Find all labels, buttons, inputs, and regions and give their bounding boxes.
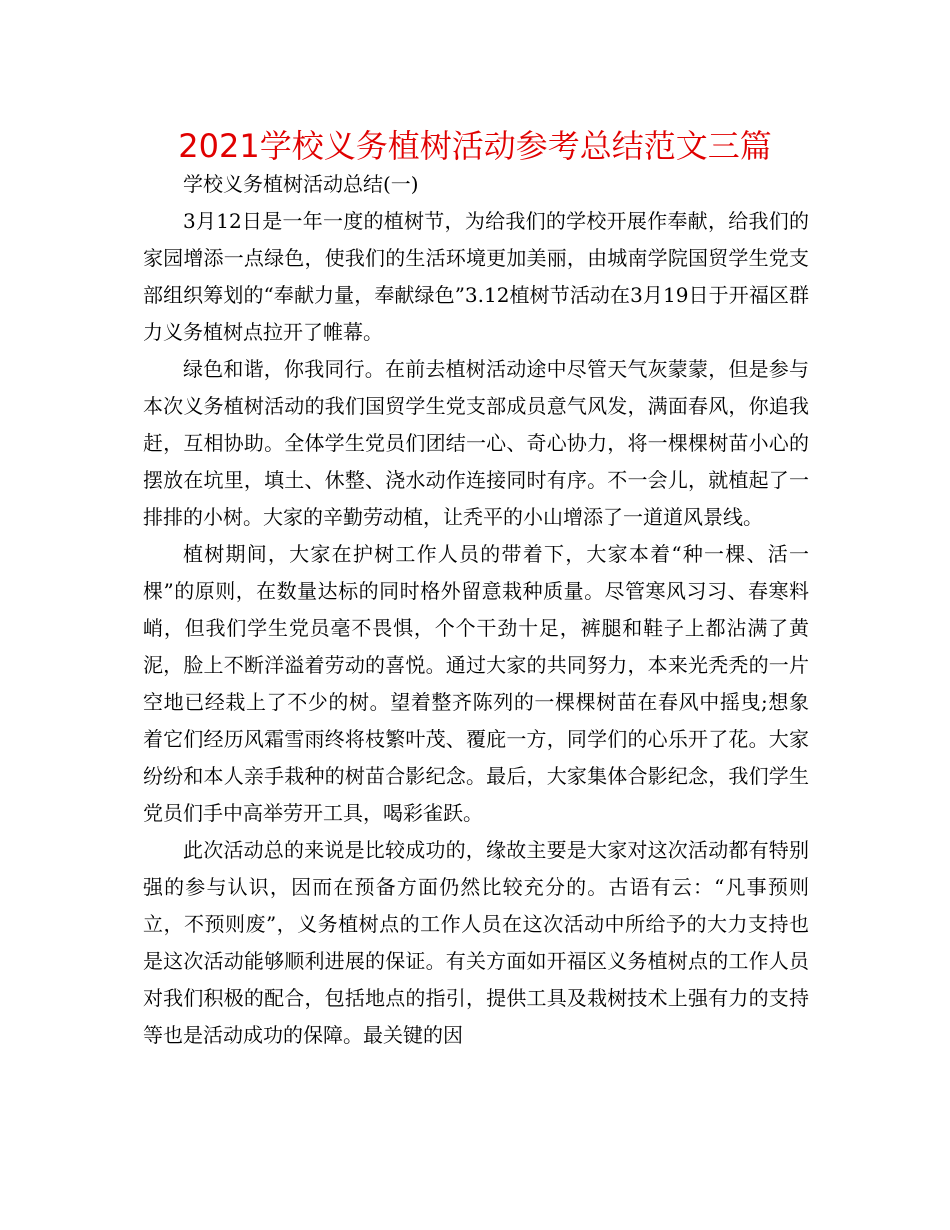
- document-body: [143, 166, 809, 1054]
- paragraph: 此次活动总的来说是比较成功的，缘故主要是大家对这次活动都有特别强的参与认识，因而在预备方面仍然比较充分的。古语有云：“凡事预则立，不预则废”，义务植树点的工作人员在这次活动中所给予的大力支持也是这次活动能够顺利进展的保证。有关方面如开福区义务植树点的工作人员对我们积极的配合，包括地点的指引，提供工具及栽树技术上强有力的支持 等也是活动成功的保障。最关键的因: [143, 838, 809, 1047]
- section-heading: 学校义务植树活动总结(一): [183, 172, 419, 196]
- document-title: 2021学校义务植树活动参考总结范文三篇: [178, 127, 772, 165]
- paragraph: 3月12日是一年一度的植树节，为给我们的学校开展作奉献，给我们的家园增添一点绿色，使我们的生活环境更加美丽，由城南学院国贸学生党支部组织筹划的“奉献力量，奉献绿色”3.12植树节活动在3月19日于开福区群力义务植树点拉开了帷幕。: [143, 209, 809, 344]
- paragraph: 植树期间，大家在护树工作人员的带着下，大家本着“种一棵、活一棵”的原则，在数量达标的同时格外留意栽种质量。尽管寒风习习、春寒料峭，但我们学生党员毫不畏惧，个个干劲十足，裤腿和鞋子上都沾满了黄泥，脸上不断洋溢着劳动的喜悦。通过大家的共同努力，本来光秃秃的一片空地已经栽上了不少的树。望着整齐陈列的一棵棵树苗在春风中摇曳;想象着它们经历风霜雪雨终将枝繁叶茂、覆庇一方，同学们的心乐开了花。大家纷纷和本人亲手栽种的树苗合影纪念。最后，大家集体合影纪念，我们学生党员们手中高举劳开工具，喝彩雀跃。: [143, 542, 809, 825]
- paragraph: 绿色和谐，你我同行。在前去植树活动途中尽管天气灰蒙蒙，但是参与本次义务植树活动的我们国贸学生党支部成员意气风发，满面春风，你追我赶，互相协助。全体学生党员们团结一心、奇心协力，将一棵棵树苗小心的摆放在坑里，填土、休整、浇水动作连接同时有序。不一会儿，就植起了一排排的小树。大家的辛勤劳动植，让秃平的小山增添了一道道风景线。: [143, 357, 809, 529]
